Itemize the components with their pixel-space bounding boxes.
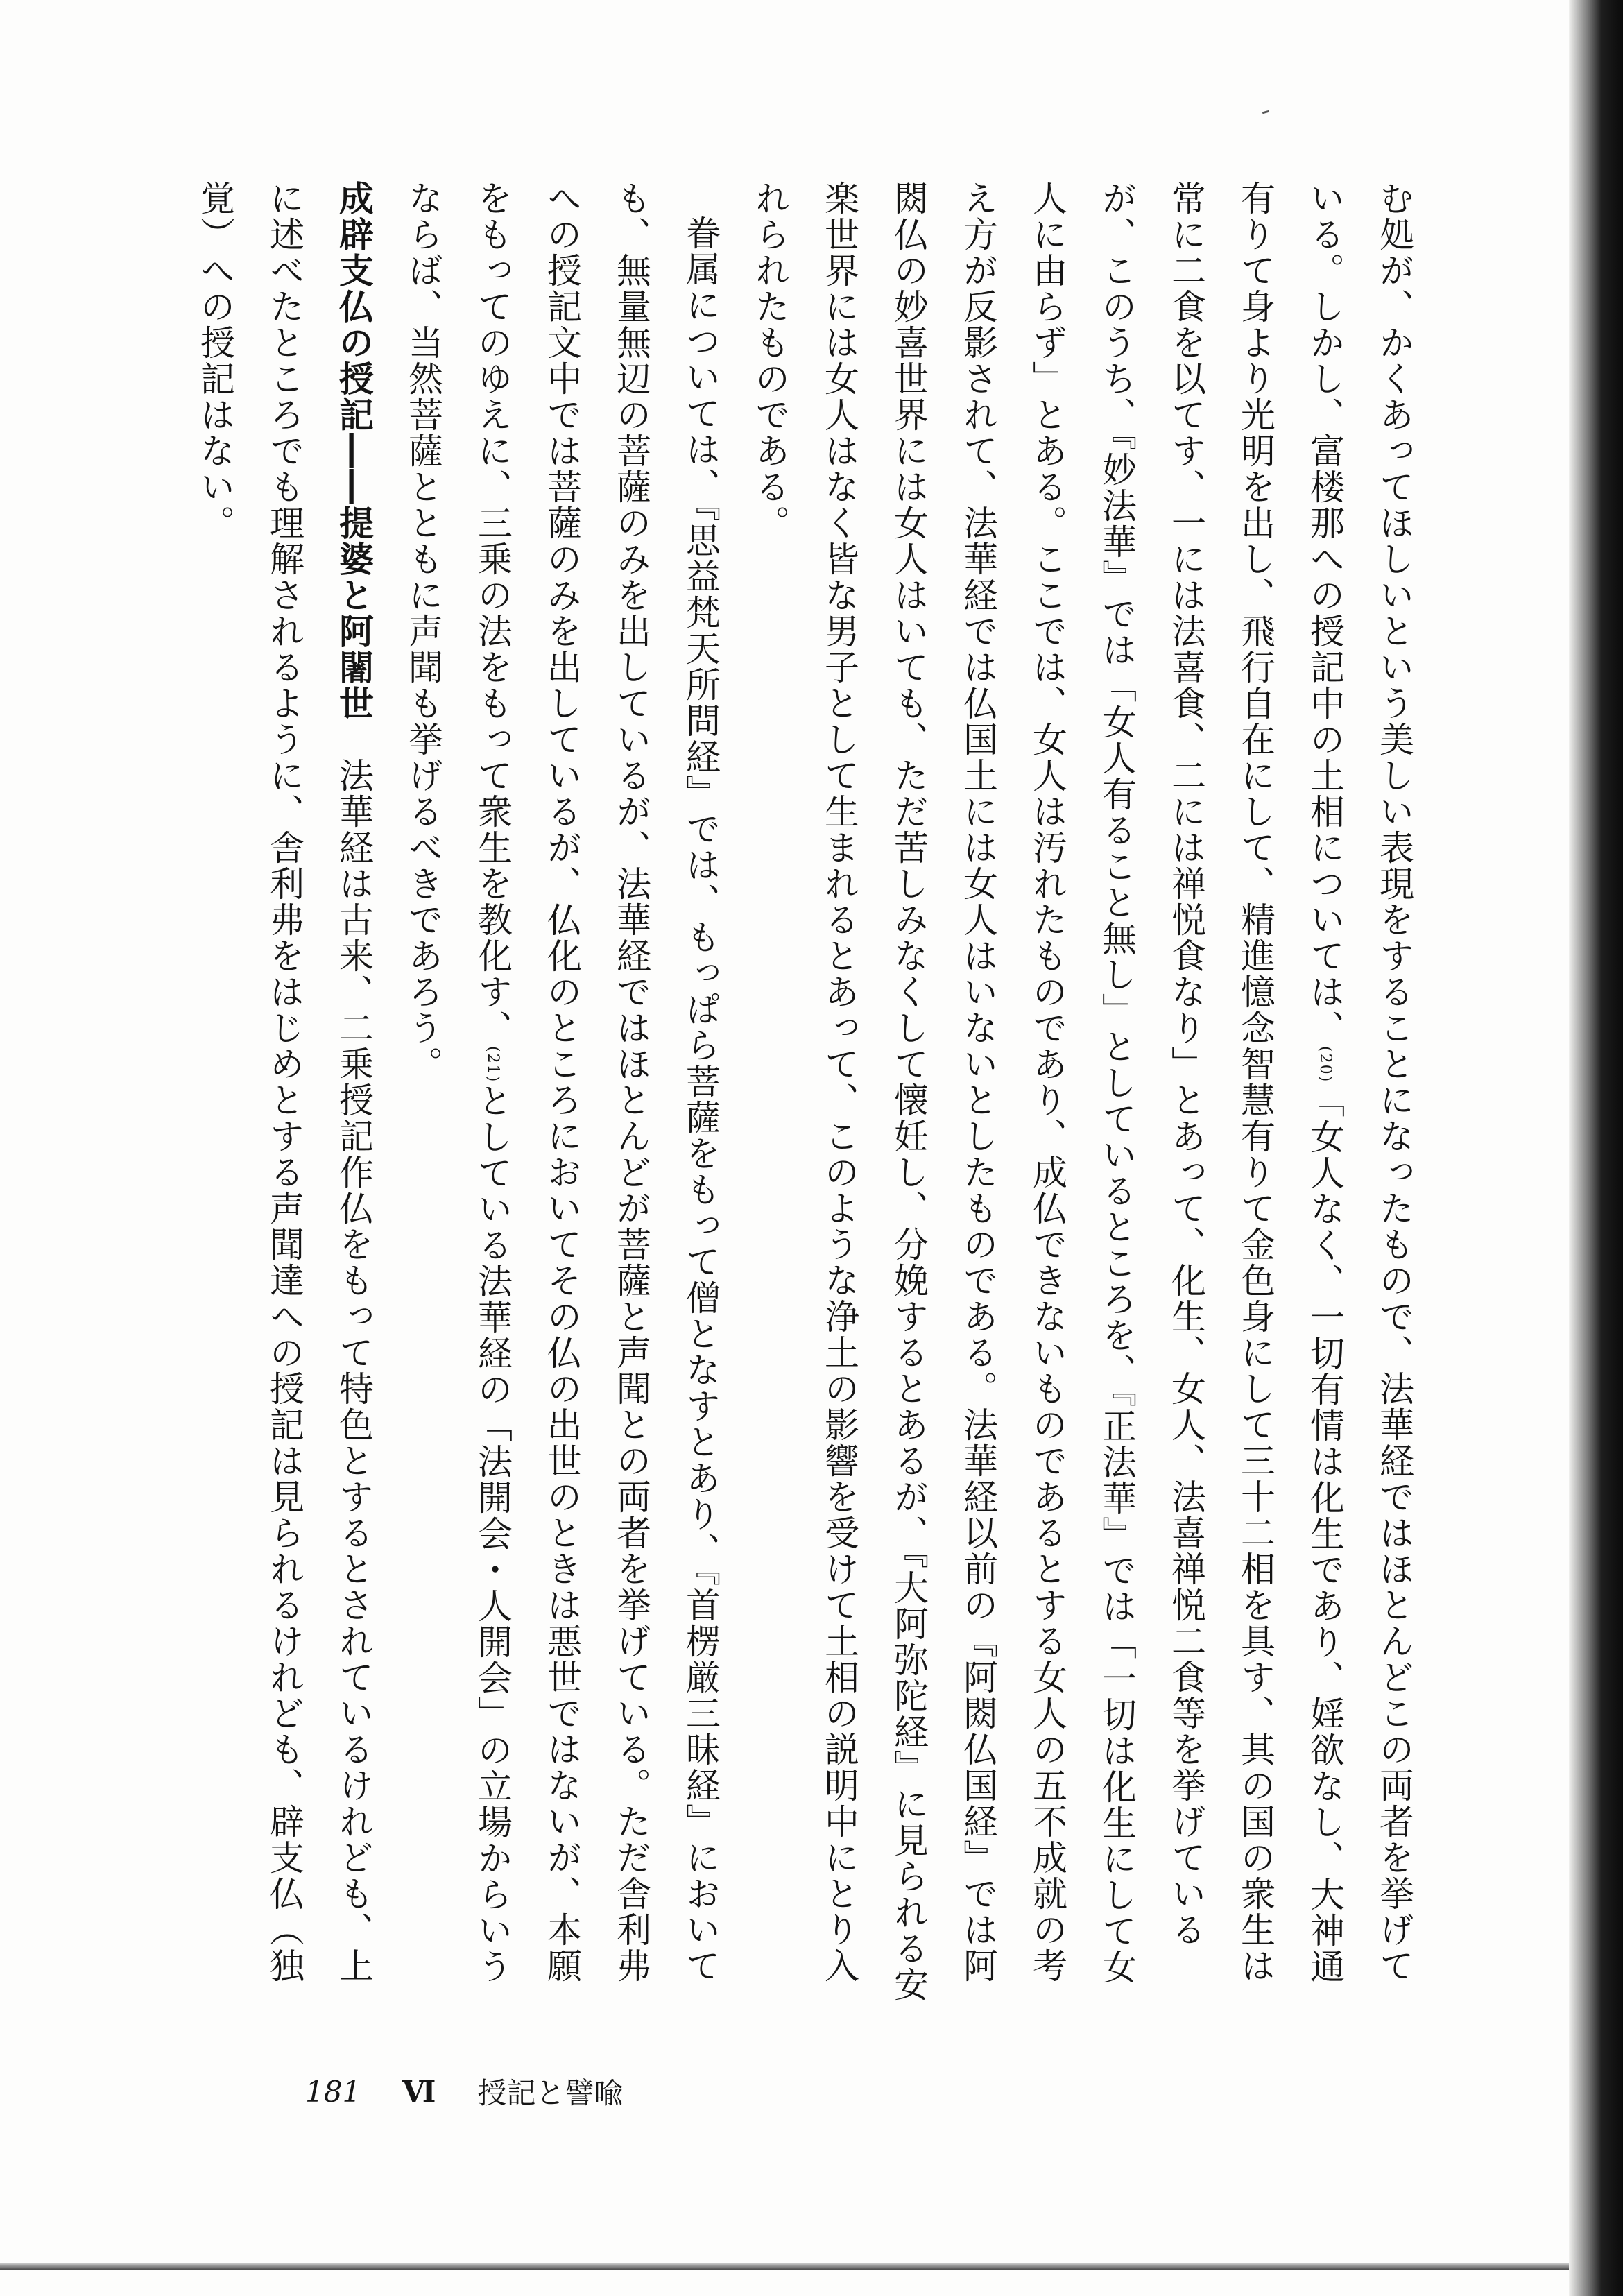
page-footer	[305, 2071, 623, 2112]
scan-speck	[1262, 110, 1269, 114]
section-heading: 成辟支仏の授記――提婆と阿闍世	[334, 180, 374, 721]
body-text: としている法華経の「法開会・人開会」の立場からいうならば、当然菩薩とともに声聞も挙げるべきであろう。	[403, 180, 513, 1985]
page-number: 181	[305, 2074, 361, 2109]
footnote-reference: (21)	[484, 1046, 501, 1083]
section-paragraph	[180, 180, 388, 2012]
chapter-number: Ⅵ	[402, 2074, 436, 2109]
page-bottom-edge	[0, 2263, 1569, 2270]
page-edge-shadow	[1569, 0, 1623, 2296]
body-paragraph	[388, 180, 735, 2012]
section-body: 法華経は古来、二乗授記作仏をもって特色とするとされているけれども、上に述べたところでも理解されるように、舎利弗をはじめとする声聞達への授記は見られるけれども、辟支仏（独覚）への授記はない。	[195, 180, 374, 1984]
body-paragraph	[735, 180, 1429, 2012]
vertical-text-body	[195, 180, 1429, 2012]
body-text: 「女人なく、一切有情は化生であり、婬欲なし、大神通有りて身より光明を出し、飛行自在にして、精進憶念智慧有りて金色身にして三十二相を具す、其の国の衆生は常に二食を以てす、一には法喜食、二には禅悦食なり」とあって、化生、女人、法喜禅悦二食等を挙げているが、このうち、『妙法華』では「女人有ること無し」としているところを、『正法華』では「一切は化生にして女人に由らず」とある。ここでは、女人は汚れたものであり、成仏できないものであるとする女人の五不成就の考え方が反影されて、法華経では仏国土には女人はいないとしたものである。法華経以前の『阿閦仏国経』では阿閦仏の妙喜世界には女人はいても、ただ苦しみなくして懐妊し、分娩するとあるが、『大阿弥陀経』に見られる安楽世界には女人はなく皆な男子として生まれるとあって、このような浄土の影響を受けて土相の説明中にとり入れられたものである。	[750, 180, 1345, 2003]
footnote-reference: (20)	[1316, 1046, 1334, 1083]
section-spacer	[334, 721, 374, 757]
body-text: む処が、かくあってほしいという美しい表現をすることになったもので、法華経ではほとんどこの両者を挙げている。しかし、富楼那への授記中の土相については、	[1305, 180, 1414, 1984]
chapter-title: 授記と譬喩	[477, 2076, 624, 2110]
body-text: 眷属については、『思益梵天所問経』では、もっぱら菩薩をもって僧となすとあり、『首楞厳三昧経』においても、無量無辺の菩薩のみを出しているが、法華経ではほとんどが菩薩と声聞との両者を挙げている。ただ舎利弗への授記文中では菩薩のみを出しているが、仏化のところにおいてその仏の出世のときは悪世ではないが、本願をもってのゆえに、三乗の法をもって衆生を教化す、	[472, 180, 721, 1984]
